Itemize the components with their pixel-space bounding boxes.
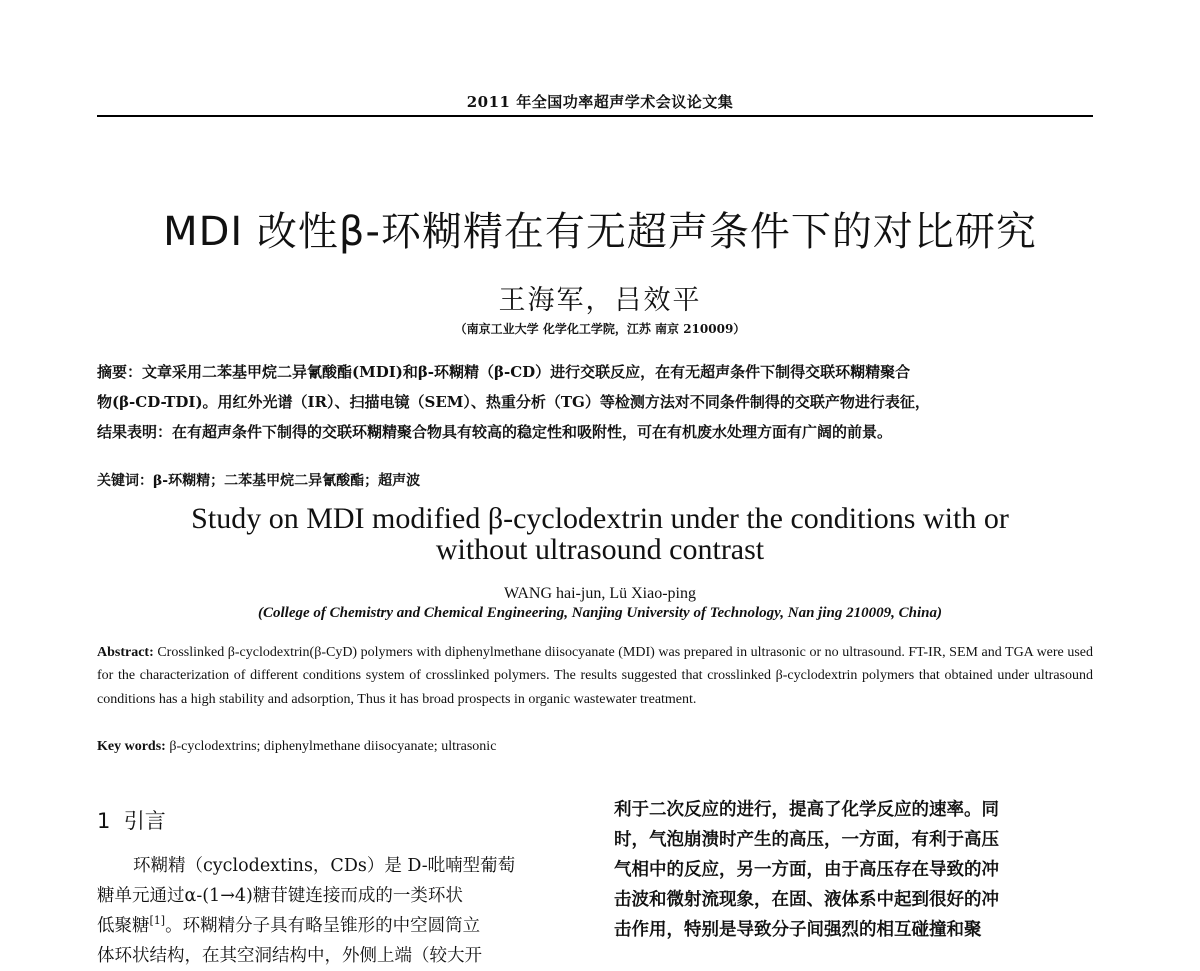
abstract-cn-label: 摘要：: [97, 363, 143, 381]
abstract-cn-line: 结果表明：在有超声条件下制得的交联环糊精聚合物具有较高的稳定性和吸附性，可在有机废水处理方面有广阔的前景。: [97, 423, 893, 441]
body-line: 时，气泡崩溃时产生的高压，一方面，有利于高压: [614, 830, 999, 850]
body-column-left: [97, 851, 575, 971]
body-line: 气相中的反应，另一方面，由于高压存在导致的冲: [614, 860, 999, 880]
header-rule: [97, 115, 1093, 117]
affiliation-en: (College of Chemistry and Chemical Engineering, Nanjing University of Technology, Nan jing 210009, China): [258, 605, 942, 621]
section-number: 1: [97, 809, 111, 833]
body-column-right: [614, 795, 1094, 945]
abstract-cn-line: 物(β-CD-TDI)。用红外光谱（IR）、扫描电镜（SEM）、热重分析（TG）等检测方法对不同条件制得的交联产物进行表征，: [97, 393, 930, 411]
authors-en: WANG hai-jun, Lü Xiao-ping: [504, 585, 696, 602]
abstract-en: [97, 641, 1093, 711]
paper-title-cn: MDI 改性β-环糊精在有无超声条件下的对比研究: [163, 209, 1037, 255]
body-line: 糖单元通过α-(1→4)糖苷键连接而成的一类环状: [97, 886, 463, 906]
body-line: 击波和微射流现象，在固、液体系中起到很好的冲: [614, 890, 999, 910]
abstract-en-label: Abstract:: [97, 645, 154, 660]
abstract-cn: [97, 358, 1093, 448]
keywords-cn-label: 关键词：: [97, 473, 153, 489]
paper-title-en-line: without ultrasound contrast: [435, 533, 765, 566]
body-line: 体环状结构，在其空洞结构中，外侧上端（较大开: [97, 946, 482, 966]
keywords-en-label: Key words:: [97, 739, 166, 754]
citation-ref: [1]: [149, 914, 166, 928]
paper-title-en: [0, 503, 1200, 565]
section-title: 引言: [123, 809, 166, 833]
body-text: 低聚糖: [97, 916, 150, 936]
keywords-cn-text: β-环糊精；二苯基甲烷二异氰酸酯；超声波: [153, 473, 421, 489]
abstract-cn-line: [97, 358, 1093, 388]
body-line: 击作用，特别是导致分子间强烈的相互碰撞和聚: [614, 920, 982, 940]
abstract-en-text: Crosslinked β-cyclodextrin(β-CyD) polymers with diphenylmethane diisocyanate (MDI) was prepared in ultrasonic or no ultrasound. FT-IR, SEM and TGA were used for the characterization of different conditions system of crosslinked polymers. The results suggested that crosslinked β-cyclodextrin polymers that obtained under ultrasound conditions has a high stability and adsorption, Thus it has broad prospects in organic wastewater treatment.: [97, 645, 1093, 707]
body-text: 。环糊精分子具有略呈锥形的中空圆筒立: [165, 916, 481, 936]
abstract-cn-text: 文章采用二苯基甲烷二异氰酸酯(MDI)和β-环糊精（β-CD）进行交联反应，在有无超声条件下制得交联环糊精聚合: [142, 363, 911, 381]
body-line: [97, 911, 575, 941]
body-line: 环糊精（cyclodextins，CDs）是 D-吡喃型葡萄: [133, 856, 516, 876]
authors-cn: 王海军，吕效平: [498, 285, 702, 316]
keywords-cn: [97, 470, 420, 490]
running-header: 2011 年全国功率超声学术会议论文集: [466, 93, 734, 111]
body-line: 利于二次反应的进行，提高了化学反应的速率。同: [614, 800, 999, 820]
keywords-en-text: β-cyclodextrins; diphenylmethane diisocyanate; ultrasonic: [169, 739, 497, 754]
keywords-en: [97, 739, 496, 755]
affiliation-cn: （南京工业大学 化学化工学院，江苏 南京 210009）: [454, 322, 746, 336]
section-heading: [97, 805, 166, 835]
paper-title-en-line: Study on MDI modified β-cyclodextrin under the conditions with or: [191, 502, 1009, 535]
